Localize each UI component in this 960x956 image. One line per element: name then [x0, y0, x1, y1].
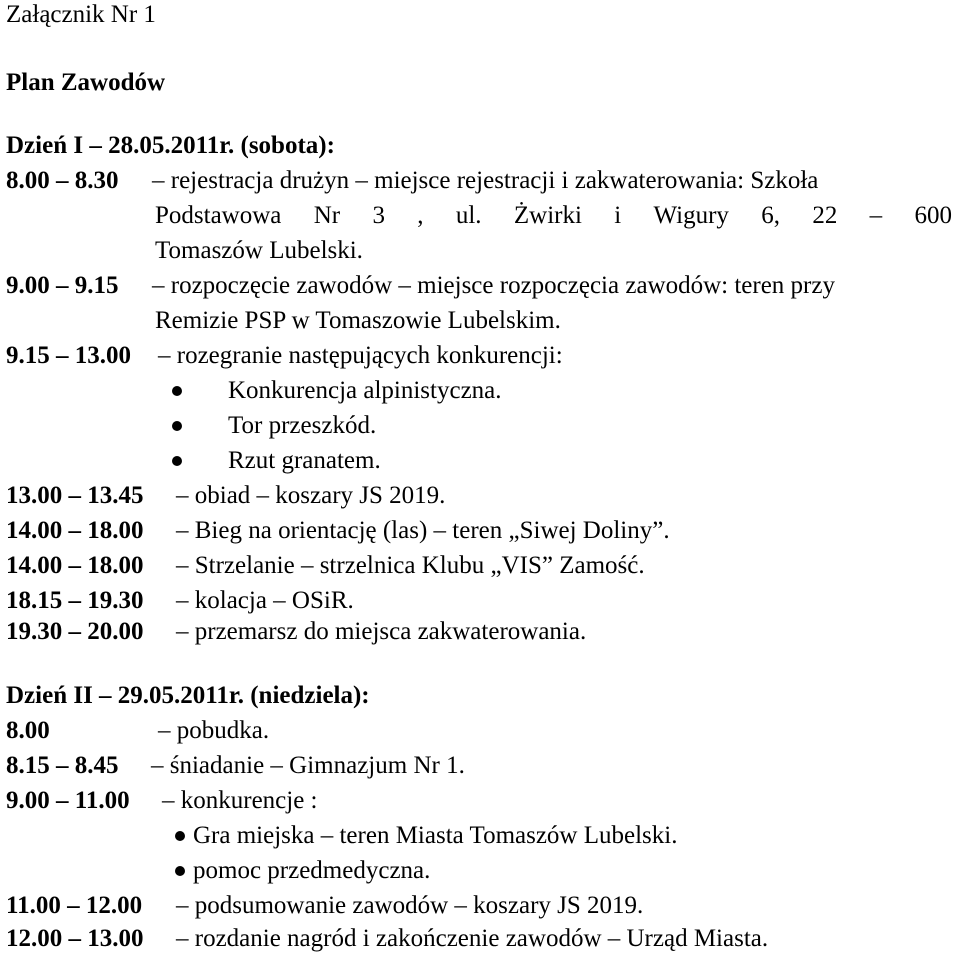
day2-heading: Dzień II – 29.05.2011r. (niedziela):: [6, 682, 370, 709]
schedule-text: – rozpoczęcie zawodów – miejsce rozpoczęcia zawodów: teren przy: [152, 272, 835, 299]
schedule-row: [6, 716, 50, 746]
schedule-row: [6, 166, 119, 196]
time: 11.00 – 12.00: [6, 892, 143, 919]
time: 8.00: [6, 717, 50, 744]
schedule-row: [6, 516, 144, 546]
time: 9.00 – 9.15: [6, 272, 119, 299]
schedule-text: – śniadanie – Gimnazjum Nr 1.: [151, 752, 465, 779]
schedule-row: [6, 341, 131, 371]
schedule-continuation: Tomaszów Lubelski.: [155, 237, 363, 264]
time: 19.30 – 20.00: [6, 618, 144, 645]
time: 14.00 – 18.00: [6, 517, 144, 544]
bullet-icon: [172, 386, 182, 396]
schedule-text: – podsumowanie zawodów – koszary JS 2019.: [176, 892, 644, 919]
time: 8.15 – 8.45: [6, 752, 119, 779]
schedule-text: – rozdanie nagród i zakończenie zawodów – Urząd Miasta.: [176, 925, 769, 952]
list-item: Gra miejska – teren Miasta Tomaszów Lubelski.: [193, 822, 678, 849]
day1-heading: Dzień I – 28.05.2011r. (sobota):: [6, 132, 335, 159]
schedule-row: [6, 786, 130, 816]
schedule-text: – konkurencje :: [162, 787, 318, 814]
page-title: Plan Zawodów: [6, 69, 166, 96]
schedule-text: – Bieg na orientację (las) – teren „Siwej Doliny”.: [176, 517, 670, 544]
attachment-label: Załącznik Nr 1: [6, 1, 156, 28]
schedule-row: [6, 924, 144, 954]
time: 13.00 – 13.45: [6, 482, 144, 509]
schedule-row: [6, 751, 119, 781]
bullet-icon: [175, 831, 185, 841]
list-item: Konkurencja alpinistyczna.: [228, 377, 502, 404]
schedule-row: [6, 481, 144, 511]
schedule-continuation: Remizie PSP w Tomaszowie Lubelskim.: [155, 307, 561, 334]
bullet-icon: [172, 421, 182, 431]
bullet-icon: [172, 456, 182, 466]
time: 14.00 – 18.00: [6, 552, 144, 579]
schedule-text: – rejestracja drużyn – miejsce rejestracji i zakwaterowania: Szkoła: [152, 167, 819, 194]
list-item: Rzut granatem.: [228, 447, 381, 474]
schedule-row: [6, 271, 119, 301]
schedule-row: [6, 617, 144, 647]
schedule-row: [6, 551, 144, 581]
list-item: Tor przeszkód.: [228, 412, 377, 439]
schedule-text: – kolacja – OSiR.: [176, 587, 354, 614]
time: 8.00 – 8.30: [6, 167, 119, 194]
schedule-row: [6, 891, 142, 921]
schedule-text: – przemarsz do miejsca zakwaterowania.: [176, 618, 587, 645]
schedule-continuation: Podstawowa Nr 3 , ul. Żwirki i Wigury 6, 22 – 600: [155, 202, 952, 229]
bullet-icon: [175, 866, 185, 876]
time: 18.15 – 19.30: [6, 587, 144, 614]
time: 9.00 – 11.00: [6, 787, 130, 814]
schedule-text: – rozegranie następujących konkurencji:: [158, 342, 563, 369]
schedule-text: – pobudka.: [158, 717, 270, 744]
schedule-text: – Strzelanie – strzelnica Klubu „VIS” Zamość.: [176, 552, 645, 579]
schedule-row: [6, 586, 144, 616]
time: 9.15 – 13.00: [6, 342, 131, 369]
time: 12.00 – 13.00: [6, 925, 144, 952]
schedule-text: – obiad – koszary JS 2019.: [176, 482, 446, 509]
list-item: pomoc przedmedyczna.: [193, 857, 431, 884]
